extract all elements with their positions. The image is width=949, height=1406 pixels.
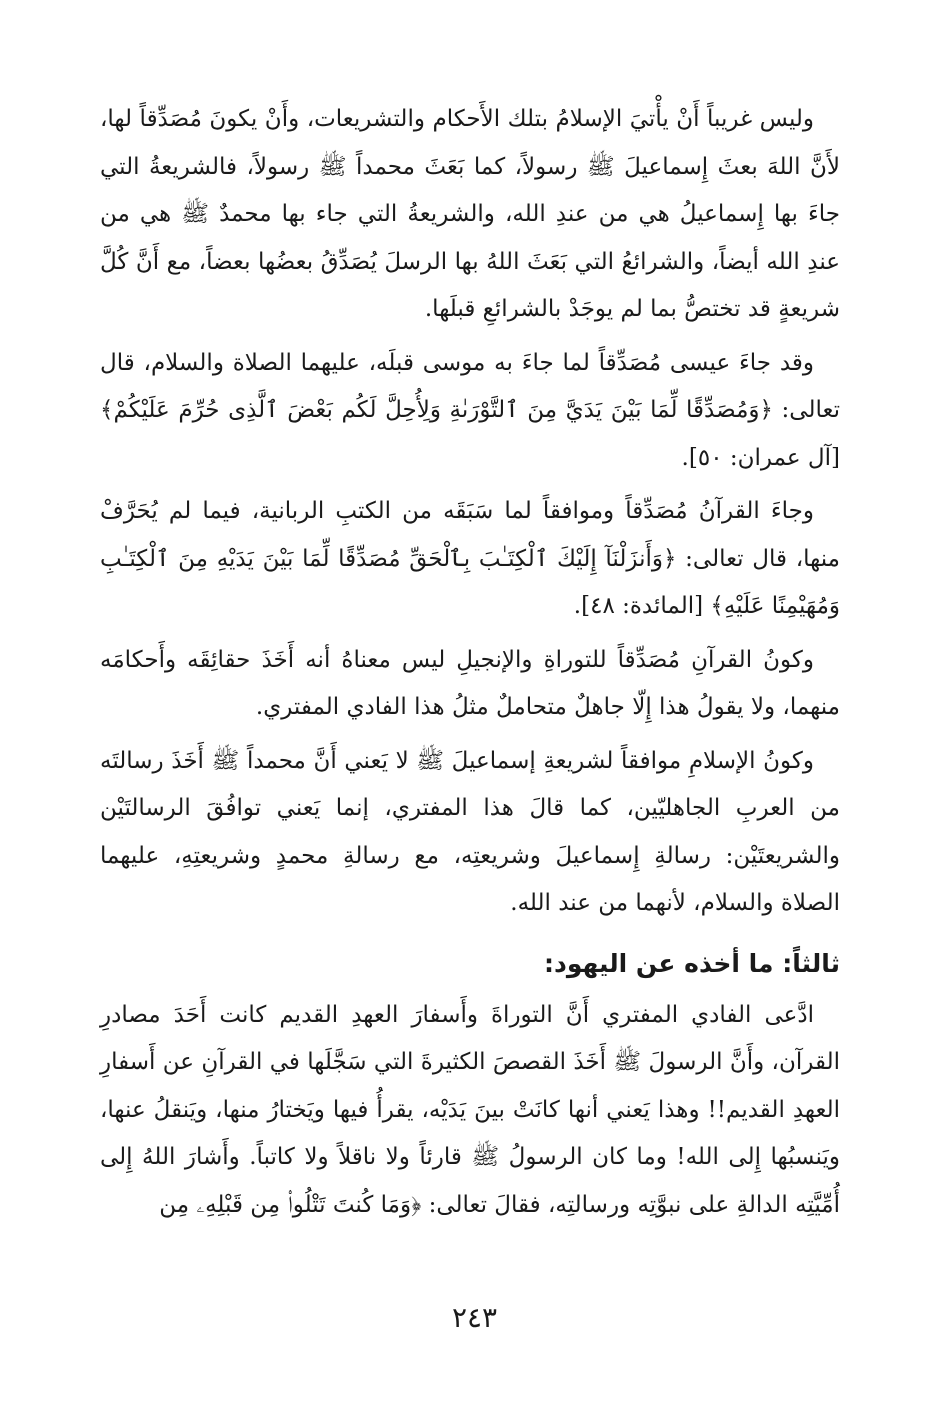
paragraph-1: وليس غريباً أَنْ يأْتيَ الإسلامُ بتلك الأَحكام والتشريعات، وأَنْ يكونَ مُصَدِّقاً لها، لأَنَّ اللهَ بعثَ إِسماعيلَ ﷺ رسولاً، كما بَعَثَ محمداً ﷺ رسولاً، فالشريعةُ التي جاءَ بها إِسماعيلُ هي من عندِ الله، والشريعةُ التي جاء بها محمدٌ ﷺ هي من عندِ الله أيضاً، والشرائعُ التي بَعَثَ اللهُ بها الرسلَ يُصَدِّقُ بعضُها بعضاً، مع أَنَّ كُلَّ شريعةٍ قد تختصُّ بما لم يوجَدْ بالشرائعِ قبلَها.: [100, 106, 840, 322]
paragraph-4: وكونُ القرآنِ مُصَدِّقاً للتوراةِ والإنجيلِ ليس معناهُ أنه أَخَذَ حقائِقَه وأَحكامَه منهما، ولا يقولُ هذا إِلّا جاهلٌ متحاملٌ مثلُ هذا الفادي المفتري.: [100, 646, 840, 720]
paragraph-3: وجاءَ القرآنُ مُصَدِّقاً وموافقاً لما سَبَقَه من الكتبِ الربانية، فيما لم يُحَرَّفْ منها، قال تعالى: ﴿وَأَنزَلْنَآ إِلَيْكَ ٱلْكِتَـٰبَ بِٱلْحَقِّ مُصَدِّقًا لِّمَا بَيْنَ يَدَيْهِ مِنَ ٱلْكِتَـٰبِ وَمُهَيْمِنًا عَلَيْهِ﴾ [المائدة: ٤٨].: [100, 498, 840, 619]
section-heading: ثالثاً: ما أخذه عن اليهود:: [544, 948, 840, 978]
page-body: [100, 96, 840, 1235]
page-number: ٢٤٣: [451, 1301, 498, 1334]
paragraph-5: وكونُ الإسلامِ موافقاً لشريعةِ إسماعيلَ ﷺ لا يَعني أَنَّ محمداً ﷺ أَخَذَ رسالتَه من العربِ الجاهليّين، كما قالَ هذا المفتري، إنما يَعني توافُقَ الرسالتَيْن والشريعتَيْن: رسالةِ إِسماعيلَ وشريعتِه، مع رسالةِ محمدٍ وشريعتِهِ، عليهما الصلاة والسلام، لأنهما من عند الله.: [100, 747, 840, 916]
paragraph-2: وقد جاءَ عيسى مُصَدِّقاً لما جاءَ به موسى قبلَه، عليهما الصلاة والسلام، قال تعالى: ﴿وَمُصَدِّقًا لِّمَا بَيْنَ يَدَيَّ مِنَ ٱلتَّوْرَىٰةِ وَلِأُحِلَّ لَكُم بَعْضَ ٱلَّذِى حُرِّمَ عَلَيْكُمْ﴾ [آل عمران: ٥٠].: [100, 349, 840, 471]
paragraph-6: ادَّعى الفادي المفتري أَنَّ التوراةَ وأَسفارَ العهدِ القديم كانت أَحَدَ مصادرِ القرآن، وأَنَّ الرسولَ ﷺ أَخَذَ القصصَ الكثيرةَ التي سَجَّلَها في القرآنِ عن أَسفارِ العهدِ القديم!! وهذا يَعني أنها كانَتْ بينَ يَدَيْه، يقرأُ فيها ويَختارُ منها، ويَنقلُ عنها، ويَنسبُها إِلى الله! وما كان الرسولُ ﷺ قارئاً ولا ناقلاً ولا كاتباً. وأَشارَ اللهُ إِلى أُمِّيَّتِه الدالةِ على نبوَّتِه ورسالتِه، فقالَ تعالى: ﴿وَمَا كُنتَ تَتْلُوا۟ مِن قَبْلِهِۦ مِن: [100, 1001, 840, 1218]
